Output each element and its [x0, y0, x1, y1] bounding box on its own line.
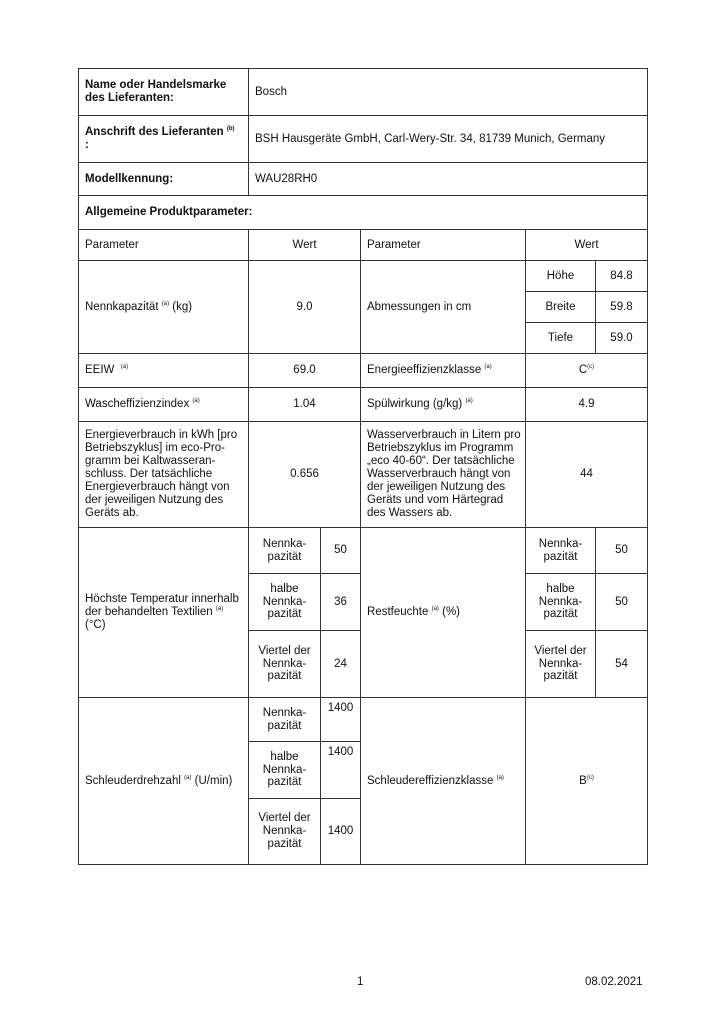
temperature-label-cell — [79, 528, 249, 698]
note-a: (a) — [465, 398, 473, 405]
product-information-sheet — [78, 68, 648, 865]
temperature-sub-label: Viertel der Nennka-pazität — [249, 631, 321, 698]
moisture-sub-value: 54 — [596, 631, 648, 698]
temperature-sub-value: 36 — [321, 574, 361, 631]
supplier-address-value: BSH Hausgeräte GmbH, Carl-Wery-Str. 34, 81739 Munich, Germany — [249, 116, 648, 163]
width-label: Breite — [526, 292, 596, 323]
eeiw-value: 69.0 — [249, 354, 361, 388]
rinse-label: Spülwirkung (g/kg) — [367, 398, 463, 411]
water-consumption-label: Wasserverbrauch in Litern pro Betriebszyklus im Programm „eco 40-60“. Der tatsächliche Wasserverbrauch hängt von der jeweiligen Nutzung des Geräts und vom Härtegrad des Wassers ab. — [361, 422, 526, 528]
page-number: 1 — [357, 976, 364, 988]
note-c: (c) — [587, 364, 595, 371]
spin-speed-sub-value: 1400 — [321, 742, 361, 799]
supplier-name-label: Name oder Handelsmarke des Lieferanten: — [79, 69, 249, 116]
depth-label: Tiefe — [526, 323, 596, 354]
moisture-unit: (%) — [442, 606, 461, 619]
note-a: (a) — [120, 364, 129, 371]
spin-speed-sub-value: 1400 — [321, 698, 361, 742]
temperature-label: Höchste Temperatur innerhalb der behandelten Textilien — [85, 593, 239, 619]
capacity-value: 9.0 — [249, 261, 361, 354]
moisture-sub-value: 50 — [596, 528, 648, 574]
spin-speed-sub-label: Viertel der Nennka-pazität — [249, 799, 321, 865]
water-consumption-value: 44 — [526, 422, 648, 528]
spin-speed-sub-label: Nennka-pazität — [249, 698, 321, 742]
energy-class-value-cell — [526, 354, 648, 388]
capacity-unit: (kg) — [172, 300, 193, 313]
temperature-sub-label: halbe Nennka-pazität — [249, 574, 321, 631]
note-a: (a) — [484, 364, 492, 371]
note-c: (c) — [586, 774, 594, 781]
wash-index-label-cell — [79, 388, 249, 422]
header-value-left: Wert — [249, 230, 361, 261]
dimensions-label: Abmessungen in cm — [361, 261, 526, 354]
height-label: Höhe — [526, 261, 596, 292]
height-value: 84.8 — [596, 261, 648, 292]
general-parameters-title: Allgemeine Produktparameter: — [79, 196, 648, 230]
spin-speed-sub-label: halbe Nennka-pazität — [249, 742, 321, 799]
energy-class-label-cell — [361, 354, 526, 388]
temperature-sub-value: 24 — [321, 631, 361, 698]
temperature-unit: (°C) — [85, 618, 106, 631]
width-value: 59.8 — [596, 292, 648, 323]
note-a: (a) — [496, 774, 504, 781]
supplier-address-colon: : — [85, 139, 89, 151]
note-a: (a) — [431, 606, 439, 613]
supplier-name-value: Bosch — [249, 69, 648, 116]
eeiw-label-cell — [79, 354, 249, 388]
note-a: (a) — [184, 774, 192, 781]
rinse-label-cell — [361, 388, 526, 422]
temperature-sub-value: 50 — [321, 528, 361, 574]
energy-class-label: Energieeffizienzklasse — [367, 364, 482, 377]
moisture-sub-label: Viertel der Nennka-pazität — [526, 631, 596, 698]
header-parameter-right: Parameter — [361, 230, 526, 261]
depth-value: 59.0 — [596, 323, 648, 354]
eeiw-label: EEIW — [85, 364, 115, 377]
moisture-sub-label: Nennka-pazität — [526, 528, 596, 574]
moisture-label: Restfeuchte — [367, 606, 429, 619]
energy-consumption-label: Energieverbrauch in kWh [pro Betriebszyklus] im eco-Pro-gramm bei Kaltwasseran-schluss. Der tatsächliche Energieverbrauch hängt von der jeweiligen Nutzung des Geräts ab. — [79, 422, 249, 528]
supplier-address-label: Anschrift des Lieferanten — [85, 126, 224, 139]
temperature-sub-label: Nennka-pazität — [249, 528, 321, 574]
spin-class-label: Schleudereffizienzklasse — [367, 774, 494, 787]
note-b: (b) — [226, 126, 235, 133]
energy-class-value: C — [578, 364, 588, 377]
note-a: (a) — [215, 606, 224, 613]
document-date: 08.02.2021 — [585, 976, 643, 988]
spin-speed-label-cell — [79, 698, 249, 865]
wash-index-label: Wascheffizienzindex — [85, 398, 190, 411]
model-label: Modellkennung: — [79, 163, 249, 196]
spin-speed-sub-value: 1400 — [321, 799, 361, 865]
header-parameter-left: Parameter — [79, 230, 249, 261]
spin-speed-unit: (U/min) — [194, 774, 233, 787]
spin-class-label-cell — [361, 698, 526, 865]
energy-consumption-value: 0.656 — [249, 422, 361, 528]
moisture-sub-label: halbe Nennka-pazität — [526, 574, 596, 631]
capacity-label-cell — [79, 261, 249, 354]
spin-class-value-cell — [526, 698, 648, 865]
spin-class-value: B — [579, 774, 587, 787]
model-value: WAU28RH0 — [249, 163, 648, 196]
moisture-label-cell — [361, 528, 526, 698]
wash-index-value: 1.04 — [249, 388, 361, 422]
capacity-label: Nennkapazität — [85, 300, 159, 313]
moisture-sub-value: 50 — [596, 574, 648, 631]
note-a: (a) — [161, 300, 170, 307]
rinse-value: 4.9 — [526, 388, 648, 422]
spin-speed-label: Schleuderdrehzahl — [85, 774, 181, 787]
supplier-address-label-cell — [79, 116, 249, 163]
note-a: (a) — [192, 398, 200, 405]
header-value-right: Wert — [526, 230, 648, 261]
